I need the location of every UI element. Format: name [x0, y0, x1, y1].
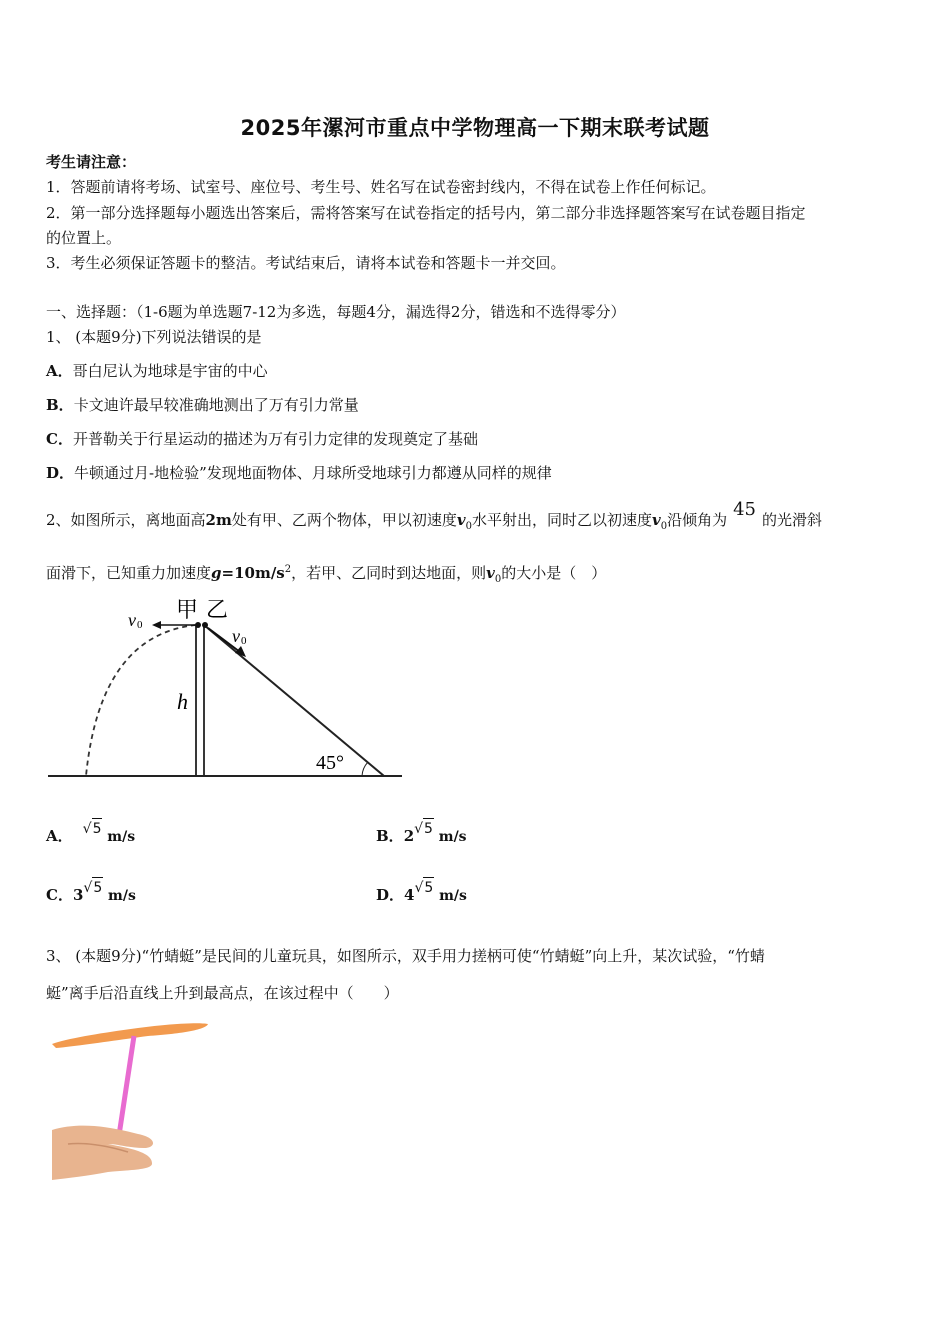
label-angle: 45° [316, 752, 344, 774]
label-v0-right-sub: 0 [241, 635, 247, 647]
stick-icon [118, 1036, 134, 1142]
arrow-left-head [152, 621, 161, 629]
q1-option-c: C．开普勒关于行星运动的描述为万有引力定律的发现奠定了基础 [46, 430, 478, 448]
bamboo-dragonfly-image [48, 1018, 213, 1183]
label-v0-left-sub: 0 [137, 619, 143, 631]
q2-stem-line1: 2、如图所示，离地面高2m处有甲、乙两个物体，甲以初速度$v_0$水平射出，同时乙以初速度$v_0$沿倾角为 45 的光滑斜 [46, 499, 823, 532]
label-jia: 甲 [176, 597, 199, 622]
sqrt-icon: √5 [414, 818, 434, 839]
incline-line [204, 625, 384, 776]
q3-stem-line1: 3、 (本题9分)“竹蜻蜓”是民间的儿童玩具，如图所示，双手用力搓柄可使“竹蜻蜓”向上升，某次试验，“竹蜻 [46, 947, 765, 965]
notice-heading: 考生请注意： [46, 153, 137, 171]
sqrt-icon: √5 [414, 877, 434, 898]
q2-option-d: D．4√5 m/s [376, 885, 467, 906]
q1-option-b: B．卡文迪许最早较准确地测出了万有引力常量 [46, 396, 359, 414]
notice-item: 1．答题前请将考场、试室号、座位号、考生号、姓名写在试卷密封线内，不得在试卷上作任何标记。 [46, 178, 716, 196]
object-jia [195, 622, 201, 628]
q1-option-a: A．哥白尼认为地球是宇宙的中心 [46, 362, 268, 380]
notice-item: 的位置上。 [46, 229, 122, 247]
q2-stem-line2: 面滑下，已知重力加速度$g=10m/s^2$，若甲、乙同时到达地面，则$v_0$的大小是（ ） [46, 564, 607, 585]
q2-option-b: B．2√5 m/s [376, 826, 467, 847]
sqrt-icon: √5 [83, 877, 103, 898]
label-yi: 乙 [206, 597, 229, 622]
q1-option-d: D．牛顿通过月-地检验”发现地面物体、月球所受地球引力都遵从同样的规律 [46, 464, 552, 482]
q2-option-a: A． √5 m/s [46, 826, 135, 847]
label-v0-right: v [232, 626, 240, 646]
q2-option-c: C．3√5 m/s [46, 885, 136, 906]
label-v0-left: v [128, 610, 136, 630]
page-title: 2025年漯河市重点中学物理高一下期末联考试题 [240, 116, 710, 140]
object-yi [202, 622, 208, 628]
notice-item: 3．考生必须保证答题卡的整洁。考试结束后，请将本试卷和答题卡一并交回。 [46, 254, 566, 272]
angle-arc [362, 762, 368, 776]
propeller-icon [52, 1023, 208, 1048]
q2-figure [40, 595, 410, 785]
hands-icon [52, 1126, 153, 1180]
label-h: h [177, 689, 188, 714]
notice-item: 2．第一部分选择题每小题选出答案后，需将答案写在试卷指定的括号内，第二部分非选择题答案写在试卷题目指定 [46, 204, 806, 222]
sqrt-icon: √5 [83, 818, 103, 839]
q3-stem-line2: 蜓”离手后沿直线上升到最高点，在该过程中（ ） [46, 984, 399, 1002]
q1-stem: 1、 (本题9分)下列说法错误的是 [46, 328, 262, 346]
section-heading: 一、选择题：（1-6题为单选题7-12为多选，每题4分，漏选得2分，错选和不选得零分） [46, 303, 626, 321]
